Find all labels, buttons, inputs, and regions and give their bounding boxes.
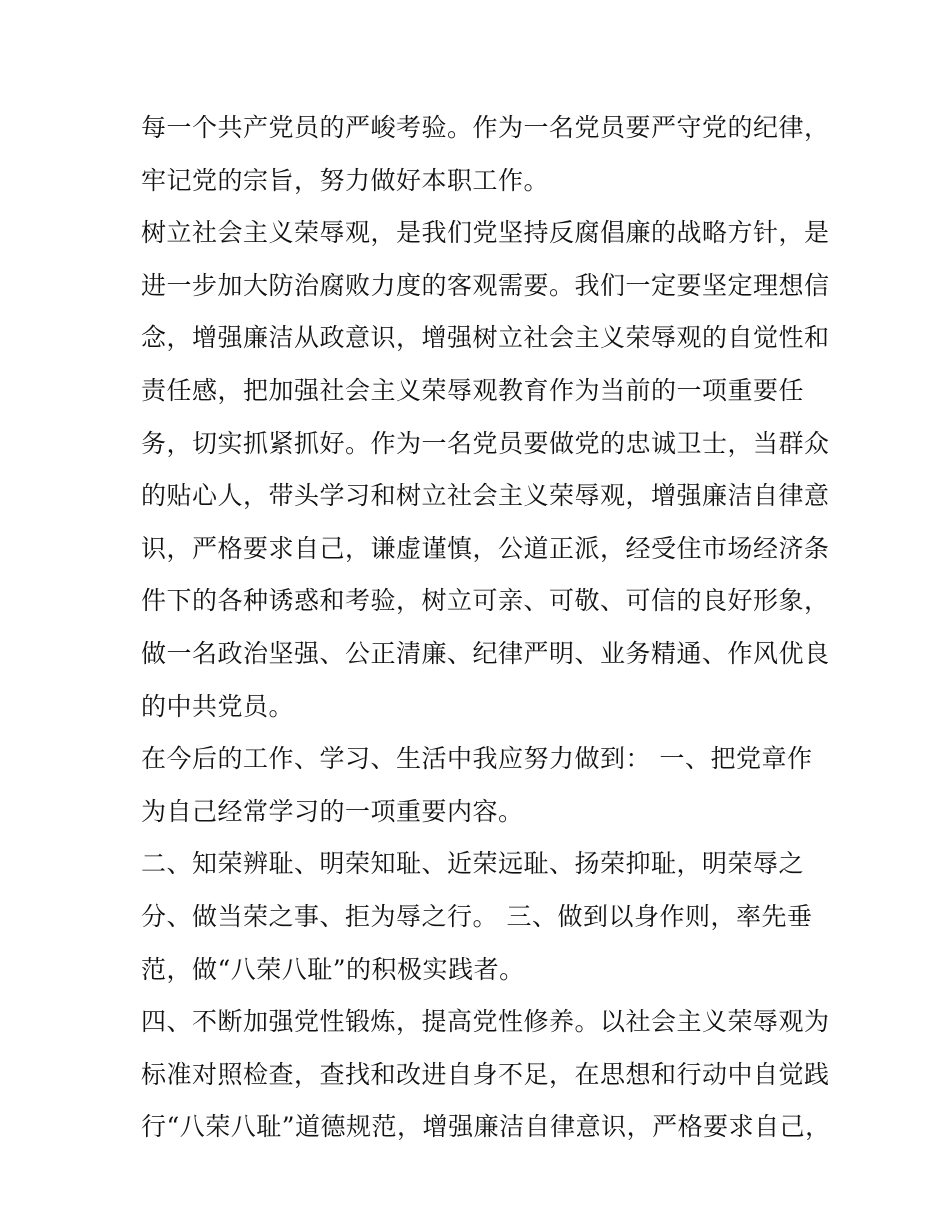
text-line: 二、知荣辨耻、明荣知耻、近荣远耻、扬荣抑耻，明荣辱之 — [141, 849, 805, 879]
text-line: 识，严格要求自己，谦虚谨慎，公道正派，经受住市场经济条 — [141, 533, 830, 563]
text-line: 务，切实抓紧抓好。作为一名党员要做党的忠诚卫士，当群众 — [141, 428, 830, 458]
text-line: 责任感，把加强社会主义荣辱观教育作为当前的一项重要任 — [141, 375, 805, 405]
text-line: 牢记党的宗旨，努力做好本职工作。 — [141, 165, 550, 195]
text-line: 做一名政治坚强、公正清廉、纪律严明、业务精通、作风优良 — [141, 638, 830, 668]
text-line: 进一步加大防治腐败力度的客观需要。我们一定要坚定理想信 — [141, 270, 830, 300]
text-line: 的中共党员。 — [141, 691, 295, 721]
text-line: 件下的各种诱惑和考验，树立可亲、可敬、可信的良好形象， — [141, 586, 830, 616]
text-line: 范，做“八荣八耻”的积极实践者。 — [141, 954, 525, 984]
text-line: 行“八荣八耻”道德规范，增强廉洁自律意识，严格要求自己， — [141, 1112, 831, 1142]
text-line: 分、做当荣之事、拒为辱之行。 三、做到以身作则，率先垂 — [141, 901, 813, 931]
text-line: 树立社会主义荣辱观，是我们党坚持反腐倡廉的战略方针，是 — [141, 218, 830, 248]
text-line: 念，增强廉洁从政意识，增强树立社会主义荣辱观的自觉性和 — [141, 323, 830, 353]
text-line: 每一个共产党员的严峻考验。作为一名党员要严守党的纪律， — [141, 113, 830, 142]
text-line: 四、不断加强党性锻炼，提高党性修养。以社会主义荣辱观为 — [141, 1007, 830, 1037]
text-line: 在今后的工作、学习、生活中我应努力做到： 一、把党章作 — [141, 744, 813, 774]
text-line: 的贴心人，带头学习和树立社会主义荣辱观，增强廉洁自律意 — [141, 481, 830, 511]
text-line: 为自己经常学习的一项重要内容。 — [141, 796, 524, 826]
text-line: 标准对照检查，查找和改进自身不足，在思想和行动中自觉践 — [141, 1059, 830, 1089]
document-body — [141, 102, 831, 1154]
